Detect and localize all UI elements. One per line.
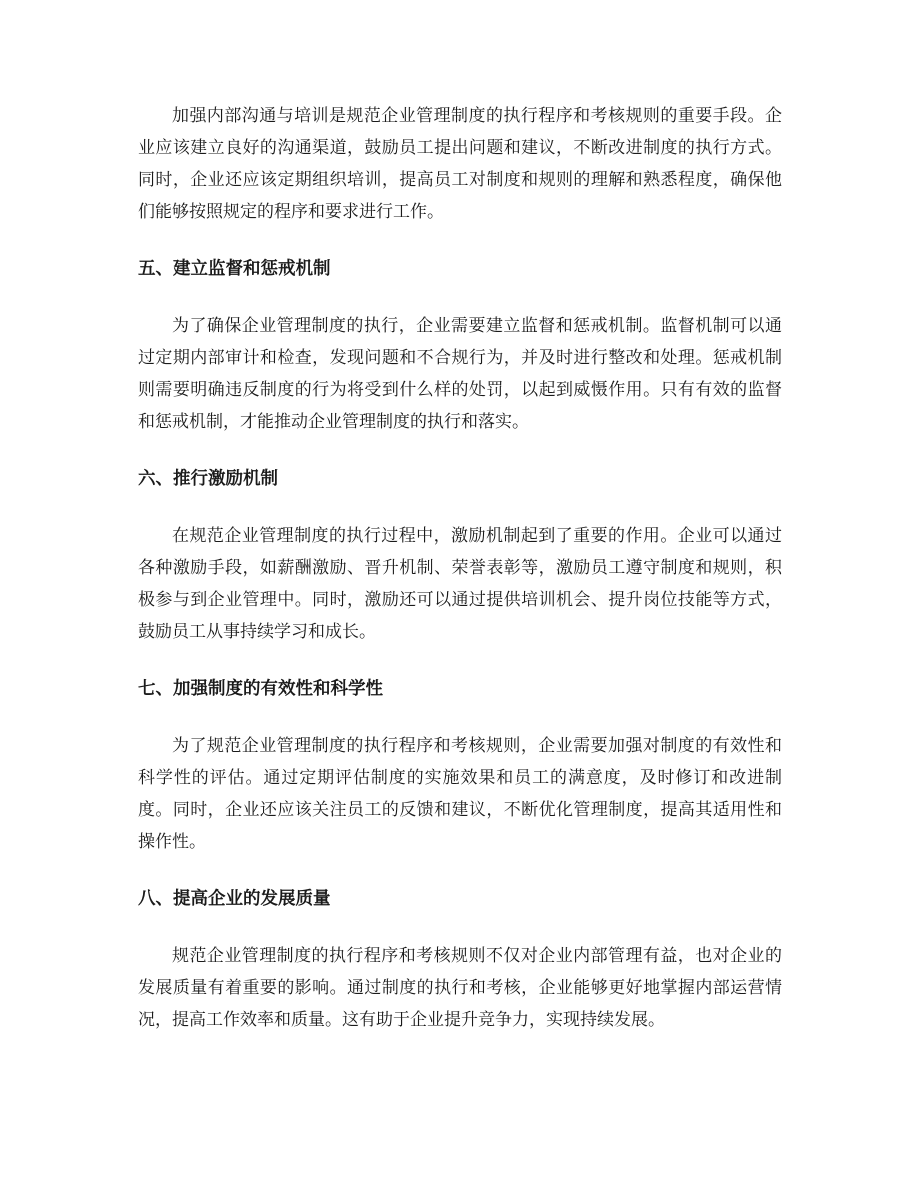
section-heading-6: 六、推行激励机制 <box>138 469 278 489</box>
paragraph-development-quality: 规范企业管理制度的执行程序和考核规则不仅对企业内部管理有益，也对企业的发展质量有着重要的影响。通过制度的执行和考核，企业能够更好地掌握内部运营情况，提高工作效率和质量。这有助于企业提升竞争力，实现持续发展。 <box>138 946 782 1030</box>
section-heading-8: 八、提高企业的发展质量 <box>138 889 331 909</box>
paragraph-supervision: 为了确保企业管理制度的执行，企业需要建立监督和惩戒机制。监督机制可以通过定期内部审计和检查，发现问题和不合规行为，并及时进行整改和处理。惩戒机制则需要明确违反制度的行为将受到什么样的处罚，以起到威慑作用。只有有效的监督和惩戒机制，才能推动企业管理制度的执行和落实。 <box>138 316 782 432</box>
paragraph-effectiveness: 为了规范企业管理制度的执行程序和考核规则，企业需要加强对制度的有效性和科学性的评估。通过定期评估制度的实施效果和员工的满意度，及时修订和改进制度。同时，企业还应该关注员工的反馈和建议，不断优化管理制度，提高其适用性和操作性。 <box>138 736 782 852</box>
paragraph-incentive: 在规范企业管理制度的执行过程中，激励机制起到了重要的作用。企业可以通过各种激励手段，如薪酬激励、晋升机制、荣誉表彰等，激励员工遵守制度和规则，积极参与到企业管理中。同时，激励还可以通过提供培训机会、提升岗位技能等方式，鼓励员工从事持续学习和成长。 <box>138 526 782 642</box>
section-heading-7: 七、加强制度的有效性和科学性 <box>138 679 383 699</box>
paragraph-internal-communication: 加强内部沟通与培训是规范企业管理制度的执行程序和考核规则的重要手段。企业应该建立良好的沟通渠道，鼓励员工提出问题和建议，不断改进制度的执行方式。同时，企业还应该定期组织培训，提高员工对制度和规则的理解和熟悉程度，确保他们能够按照规定的程序和要求进行工作。 <box>138 106 782 222</box>
section-heading-5: 五、建立监督和惩戒机制 <box>138 259 331 279</box>
